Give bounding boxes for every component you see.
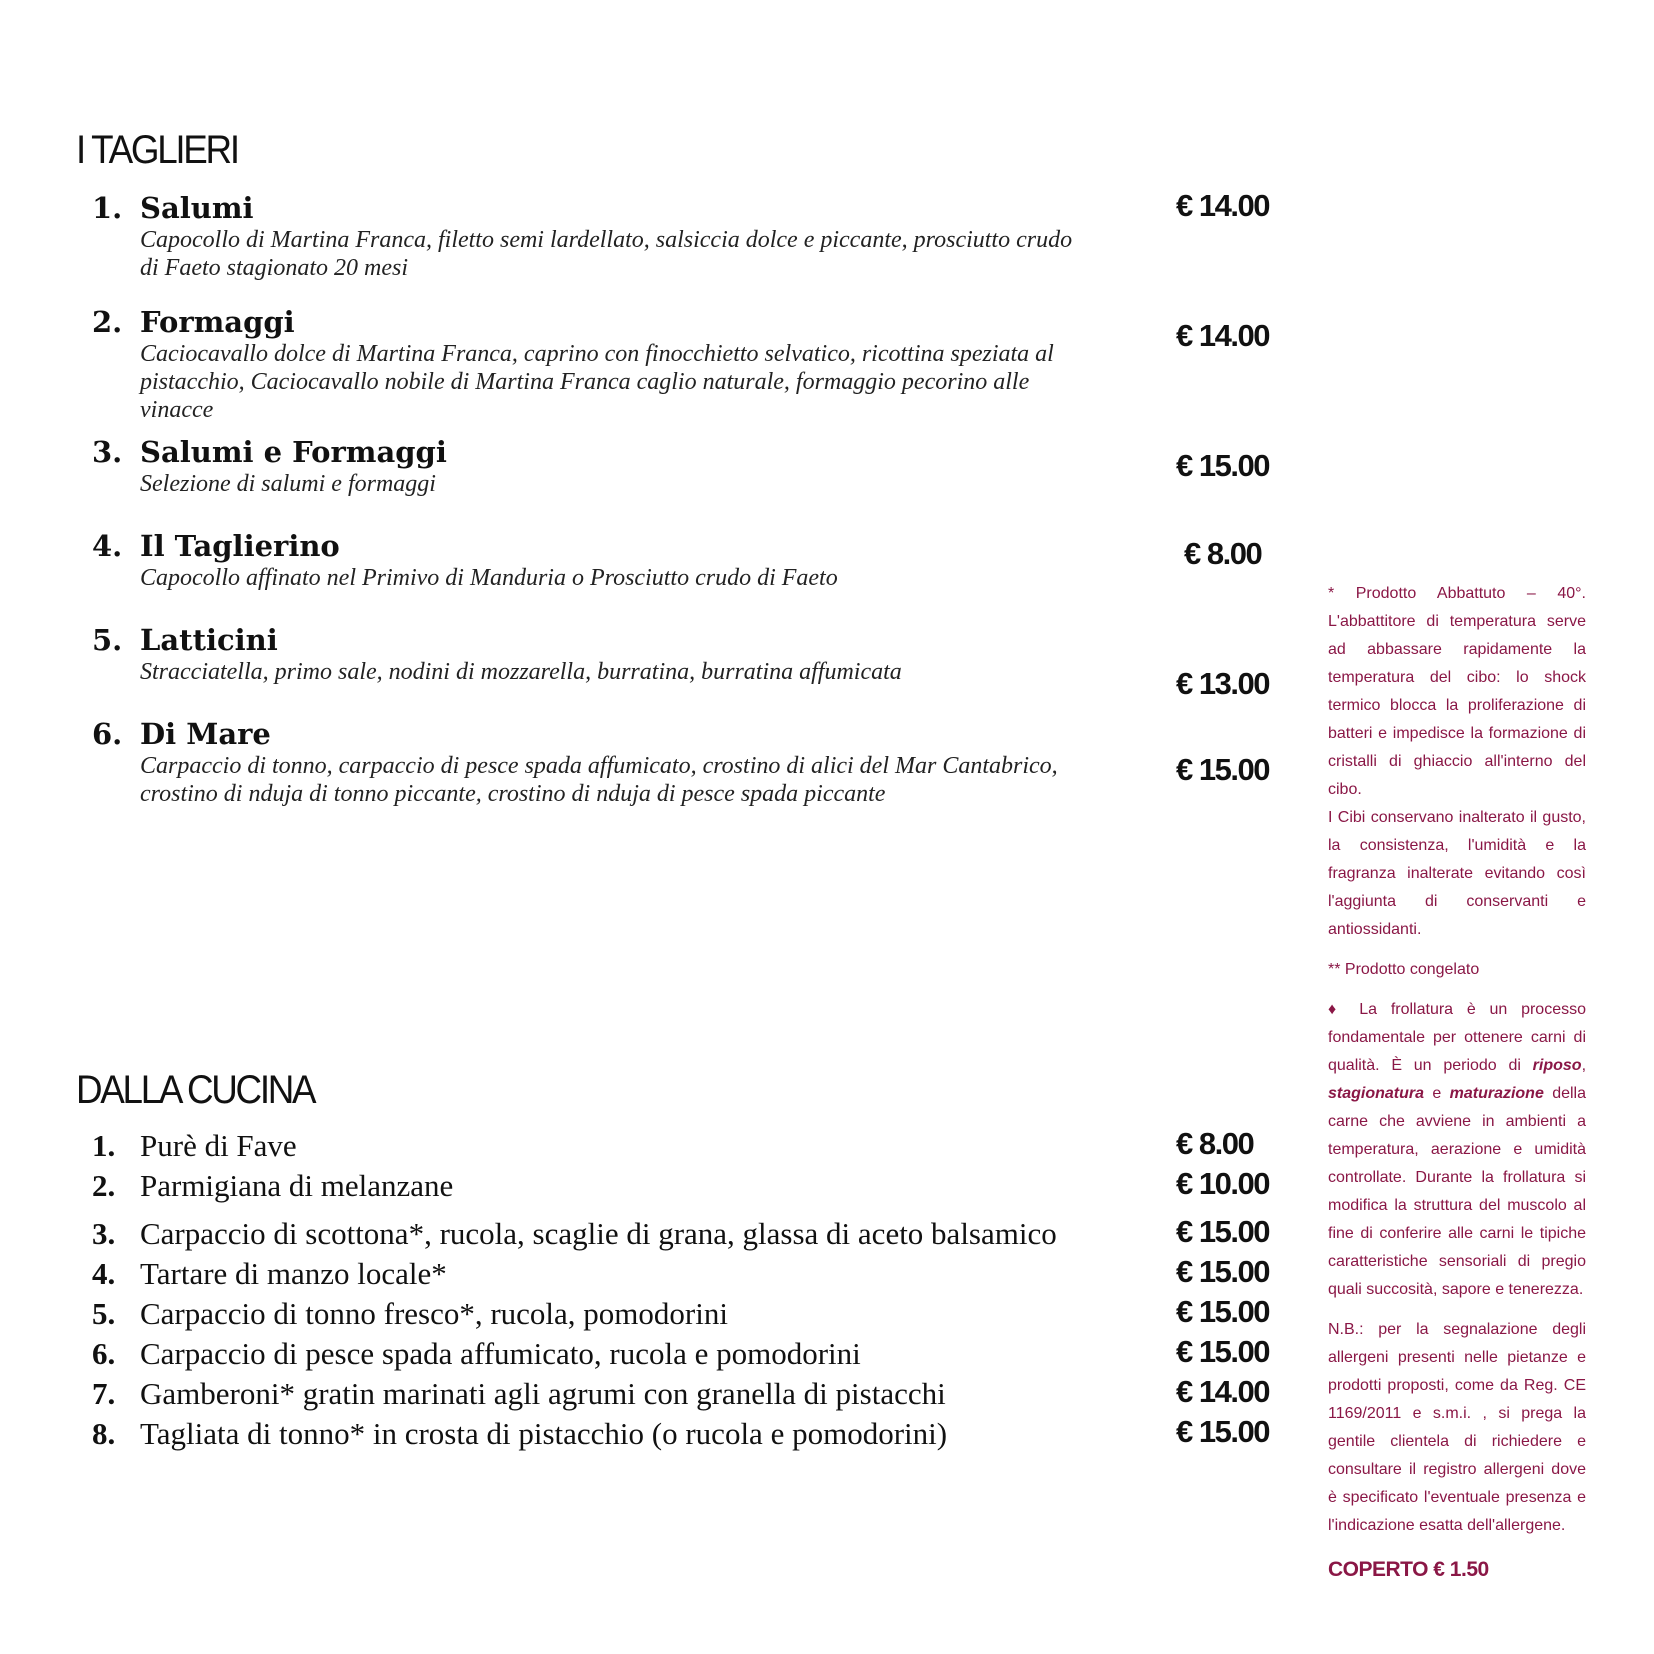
dish-name: Tartare di manzo locale* <box>140 1256 447 1291</box>
item-description: Capocollo affinato nel Primivo di Manduria o Prosciutto crudo di Faeto <box>140 565 838 591</box>
item-description: Carpaccio di tonno, carpaccio di pesce spada affumicato, crostino di alici del Mar Cantabrico, crostino di nduja di tonno piccante, crostino di nduja di pesce spada piccante <box>140 753 1058 807</box>
dish-price: € 14.00 <box>1176 1374 1269 1409</box>
item-name: Latticini <box>140 623 278 657</box>
dish-number: 5. <box>92 1296 116 1331</box>
dish-number: 7. <box>92 1376 116 1411</box>
item-price: € 15.00 <box>1176 448 1269 483</box>
dish-price: € 15.00 <box>1176 1254 1269 1289</box>
dish-number: 1. <box>92 1128 116 1163</box>
item-number: 6. <box>92 717 123 751</box>
dish-row <box>92 1214 1092 1254</box>
dish-price: € 15.00 <box>1176 1294 1269 1329</box>
dish-name: Gamberoni* gratin marinati agli agrumi con granella di pistacchi <box>140 1376 946 1411</box>
dish-number: 6. <box>92 1336 116 1371</box>
item-price: € 15.00 <box>1176 752 1269 787</box>
dish-price: € 15.00 <box>1176 1214 1269 1249</box>
dish-row <box>92 1254 1092 1294</box>
dish-name: Carpaccio di scottona*, rucola, scaglie di grana, glassa di aceto balsamico <box>140 1216 1057 1251</box>
dish-row <box>92 1414 1092 1454</box>
info-sidebar <box>1328 580 1586 1584</box>
dish-name: Parmigiana di melanzane <box>140 1168 454 1203</box>
dish-name: Purè di Fave <box>140 1128 297 1163</box>
note-frollatura: ♦ La frollatura è un processo fondamentale per ottenere carni di qualità. È un periodo di riposo, stagionatura e maturazione della carne che avviene in ambienti a temperatura, aerazione e umidità controllate. Durante la frollatura si modifica la struttura del muscolo al fine di conferire alle carni le tipiche caratteristiche sensoriali di pregio quali succosità, sapore e tenerezza. <box>1328 1001 1587 1298</box>
item-price: € 13.00 <box>1176 666 1269 701</box>
note-congelato: ** Prodotto congelato <box>1328 961 1480 978</box>
section-title-taglieri: I TAGLIERI <box>76 128 238 172</box>
note-abbattuto: * Prodotto Abbattuto – 40°. L'abbattitore di temperatura serve ad abbassare rapidamente la temperatura del cibo: lo shock termico blocca la proliferazione di batteri e impedisce la formazione di cristalli di ghiaccio all'interno del cibo. <box>1328 585 1586 798</box>
item-number: 4. <box>92 529 123 563</box>
dish-number: 4. <box>92 1256 116 1291</box>
item-description: Capocollo di Martina Franca, filetto semi lardellato, salsiccia dolce e piccante, prosciutto crudo di Faeto stagionato 20 mesi <box>140 227 1073 281</box>
item-number: 2. <box>92 305 123 339</box>
menu-item <box>92 528 1092 592</box>
item-name: Salumi <box>140 191 254 225</box>
menu-item <box>92 622 1092 686</box>
item-description: Selezione di salumi e formaggi <box>140 471 436 497</box>
dish-price: € 8.00 <box>1176 1126 1254 1161</box>
item-description: Caciocavallo dolce di Martina Franca, caprino con finocchietto selvatico, ricottina speziata al pistacchio, Caciocavallo nobile di Martina Franca caglio naturale, formaggio pecorino alle vinacce <box>140 341 1054 423</box>
coperto-price: COPERTO € 1.50 <box>1328 1558 1489 1581</box>
item-name: Salumi e Formaggi <box>140 435 447 469</box>
dish-name: Carpaccio di tonno fresco*, rucola, pomodorini <box>140 1296 728 1331</box>
dish-row <box>92 1126 1092 1166</box>
item-name: Di Mare <box>140 717 271 751</box>
dish-row <box>92 1294 1092 1334</box>
item-description: Stracciatella, primo sale, nodini di mozzarella, burratina, burratina affumicata <box>140 659 902 685</box>
menu-item <box>92 304 1092 424</box>
dish-name: Carpaccio di pesce spada affumicato, rucola e pomodorini <box>140 1336 861 1371</box>
dish-price: € 15.00 <box>1176 1334 1269 1369</box>
menu-item <box>92 190 1092 282</box>
item-price: € 14.00 <box>1176 188 1269 223</box>
dish-price: € 15.00 <box>1176 1414 1269 1449</box>
dish-number: 8. <box>92 1416 116 1451</box>
item-number: 1. <box>92 191 123 225</box>
note-conservano: I Cibi conservano inalterato il gusto, la consistenza, l'umidità e la fragranza inalterate evitando così l'aggiunta di conservanti e antiossidanti. <box>1328 809 1586 938</box>
menu-item <box>92 716 1092 808</box>
item-number: 5. <box>92 623 123 657</box>
dish-row <box>92 1334 1092 1374</box>
dish-row <box>92 1374 1092 1414</box>
item-number: 3. <box>92 435 123 469</box>
item-name: Il Taglierino <box>140 529 340 563</box>
dish-number: 3. <box>92 1216 116 1251</box>
item-price: € 8.00 <box>1184 536 1262 571</box>
section-title-cucina: DALLA CUCINA <box>76 1068 315 1112</box>
menu-item <box>92 434 1092 498</box>
dish-name: Tagliata di tonno* in crosta di pistacchio (o rucola e pomodorini) <box>140 1416 948 1451</box>
item-name: Formaggi <box>140 305 295 339</box>
note-allergeni: N.B.: per la segnalazione degli allergeni presenti nelle pietanze e prodotti proposti, come da Reg. CE 1169/2011 e s.m.i. , si prega la gentile clientela di richiedere e consultare il registro allergeni dove è specificato l'eventuale presenza e l'indicazione esatta dell'allergene. <box>1328 1321 1586 1534</box>
dish-row <box>92 1166 1092 1206</box>
dish-price: € 10.00 <box>1176 1166 1269 1201</box>
item-price: € 14.00 <box>1176 318 1269 353</box>
dish-number: 2. <box>92 1168 116 1203</box>
